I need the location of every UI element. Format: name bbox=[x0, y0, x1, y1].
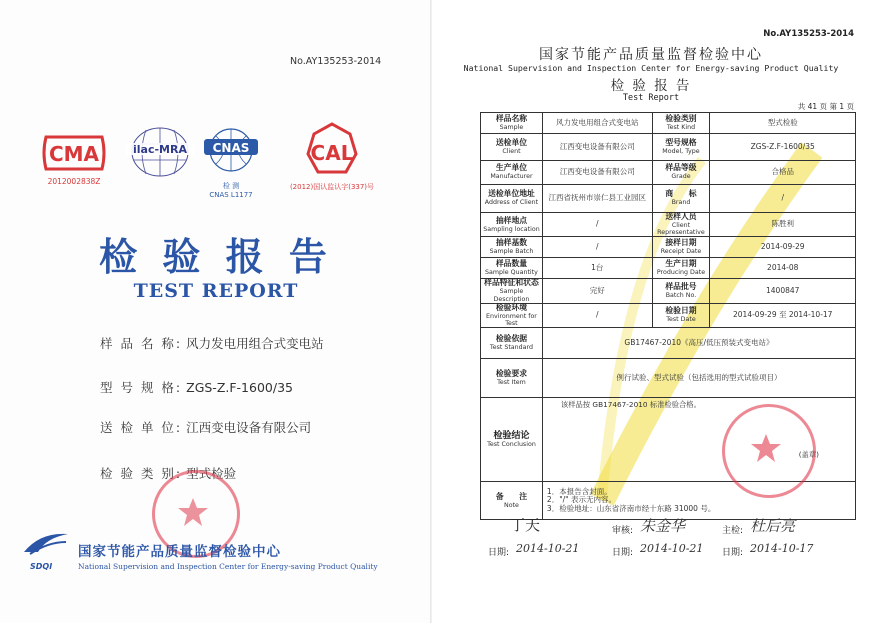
table-row: 生产单位 Manufacturer 江西变电设备有限公司 样品等级 Grade 合格品 bbox=[481, 161, 856, 185]
approver-label: 主检: bbox=[722, 526, 744, 536]
note-1: 1．本报告含封面。 bbox=[546, 486, 612, 496]
table-row: 检验要求 Test Item 例行试验、型式试验（包括选用的型式试验项目） bbox=[481, 359, 856, 398]
table-row: 检验环境 Environment for Test / 检验日期 Test Date 2014-09-29 至 2014-10-17 bbox=[481, 303, 856, 327]
table-row: 检验结论 Test Conclusion 该样品按 GB17467-2010 标准检验合格。 (盖章) bbox=[481, 398, 856, 482]
approver-signature: 杜后亮 bbox=[750, 517, 796, 535]
table-row: 样品特征和状态 Sample Description 完好 样品批号 Batch No. 1400847 bbox=[481, 279, 856, 303]
report-title-en: Test Report bbox=[622, 93, 680, 103]
cnas-sub: 检 测 bbox=[222, 182, 240, 190]
manufacturer-value: 江西变电设备有限公司 bbox=[542, 161, 652, 185]
reviewer-signature: 朱金华 bbox=[640, 517, 686, 535]
cover-title-cn: 检 验 报 告 bbox=[99, 235, 333, 279]
grade-value: 合格品 bbox=[710, 161, 856, 185]
ilac-logo bbox=[124, 124, 196, 184]
table-row: 检验依据 Test Standard GB17467-2010《高压/低压预装式变电站》 bbox=[481, 328, 856, 359]
table-row: 抽样基数 Sample Batch / 接样日期 Receipt Date 2014-09-29 bbox=[481, 237, 856, 258]
test-date-value: 2014-09-29 至 2014-10-17 bbox=[710, 303, 856, 327]
cma-number: 2012002838Z bbox=[47, 177, 101, 186]
inspector-signature: 丁天 bbox=[510, 516, 541, 534]
sdqi-logo bbox=[20, 528, 72, 572]
cover-title-en: TEST REPORT bbox=[133, 280, 299, 302]
field-model: 型 号 规 格: ZGS-Z.F-1600/35 bbox=[100, 380, 293, 395]
field-sample-name: 样 品 名 称: 风力发电用组合式变电站 bbox=[100, 336, 324, 351]
cnas-globe-icon bbox=[196, 126, 266, 178]
inspector-date-label: 日期: bbox=[488, 548, 510, 558]
cover-page bbox=[0, 0, 432, 623]
reviewer-label: 审核: bbox=[612, 526, 634, 536]
environment-value: / bbox=[542, 303, 652, 327]
sdqi-swoosh-icon bbox=[20, 528, 72, 558]
brand-value: / bbox=[710, 185, 856, 213]
cal-logo-text: CAL bbox=[310, 141, 354, 165]
report-page bbox=[432, 0, 870, 623]
cnas-logo bbox=[196, 126, 266, 199]
inspector-date: 2014-10-21 bbox=[516, 542, 580, 555]
table-row: 抽样地点 Sampling location / 送样人员 Client Representative 陈胜利 bbox=[481, 213, 856, 237]
ilac-logo-text: ilac-MRA bbox=[133, 143, 187, 156]
table-row: 备 注 Note 1．本报告含封面。 2．"/" 表示无内容。 3．检验地址：山东省济南市经十东路 31000 号。 bbox=[481, 482, 856, 520]
cal-logo bbox=[276, 120, 388, 194]
footer-center-en: National Supervision and Inspection Center for Energy-saving Product Quality bbox=[78, 562, 378, 571]
page-info: 共 41 页 第 1 页 bbox=[797, 102, 854, 111]
cal-number: (2012)国认监认字(337)号 bbox=[289, 183, 375, 191]
cal-mark-icon bbox=[276, 120, 388, 178]
ilac-globe-icon bbox=[124, 124, 196, 184]
model-value: ZGS-Z.F-1600/35 bbox=[710, 134, 856, 161]
cma-logo-text: CMA bbox=[48, 142, 100, 166]
test-item-value: 例行试验、型式试验（包括选用的型式试验项目） bbox=[542, 359, 855, 398]
sdqi-text: SDQI bbox=[30, 562, 53, 571]
batch-value: / bbox=[542, 237, 652, 258]
location-value: / bbox=[542, 213, 652, 237]
approver-date: 2014-10-17 bbox=[750, 542, 814, 555]
report-number-right: No.AY135253-2014 bbox=[763, 29, 854, 39]
sample-value: 风力发电用组合式变电站 bbox=[542, 113, 652, 134]
conclusion-seal bbox=[722, 404, 816, 498]
quantity-value: 1台 bbox=[542, 258, 652, 279]
report-title-cn: 检 验 报 告 bbox=[610, 78, 692, 94]
header-en: National Supervision and Inspection Center for Energy-saving Product Quality bbox=[463, 63, 839, 73]
header-cn: 国家节能产品质量监督检验中心 bbox=[539, 47, 763, 63]
receipt-value: 2014-09-29 bbox=[710, 237, 856, 258]
cnas-logo-text: CNAS bbox=[212, 141, 250, 155]
table-row: 送检单位 Client 江西变电设备有限公司 型号规格 Model, Type ZGS-Z.F-1600/35 bbox=[481, 134, 856, 161]
standard-value: GB17467-2010《高压/低压预装式变电站》 bbox=[542, 328, 855, 359]
conclusion-stamp-note: (盖章) bbox=[798, 449, 819, 459]
approver-date-label: 日期: bbox=[722, 548, 744, 558]
table-row: 样品数量 Sample Quantity 1台 生产日期 Producing Date 2014-08 bbox=[481, 258, 856, 279]
producing-date-value: 2014-08 bbox=[710, 258, 856, 279]
footer-center-cn: 国家节能产品质量监督检验中心 bbox=[78, 544, 281, 560]
field-client: 送 检 单 位: 江西变电设备有限公司 bbox=[100, 420, 312, 435]
cma-logo bbox=[38, 133, 110, 186]
sampler-value: 陈胜利 bbox=[710, 213, 856, 237]
kind-value: 型式检验 bbox=[710, 113, 856, 134]
reviewer-date-label: 日期: bbox=[612, 548, 634, 558]
reviewer-date: 2014-10-21 bbox=[640, 542, 704, 555]
report-number: No.AY135253-2014 bbox=[290, 56, 382, 67]
note-2: 2．"/" 表示无内容。 bbox=[546, 495, 617, 505]
table-row: 样品名称 Sample 风力发电用组合式变电站 检验类别 Test Kind 型式检验 bbox=[481, 113, 856, 134]
address-value: 江西省抚州市崇仁县工业园区 bbox=[542, 185, 652, 213]
description-value: 完好 bbox=[542, 279, 652, 303]
batch-no-value: 1400847 bbox=[710, 279, 856, 303]
cma-mark-icon bbox=[38, 133, 110, 173]
client-value: 江西变电设备有限公司 bbox=[542, 134, 652, 161]
conclusion-value: 该样品按 GB17467-2010 标准检验合格。 bbox=[560, 400, 701, 410]
field-test-type: 检 验 类 别: 型式检验 bbox=[100, 466, 237, 481]
table-row: 送检单位地址 Address of Client 江西省抚州市崇仁县工业园区 商 标 Brand / bbox=[481, 185, 856, 213]
cnas-number: CNAS L1177 bbox=[209, 191, 253, 199]
seal-star-icon bbox=[722, 404, 810, 492]
note-3: 3．检验地址：山东省济南市经十东路 31000 号。 bbox=[546, 504, 716, 514]
